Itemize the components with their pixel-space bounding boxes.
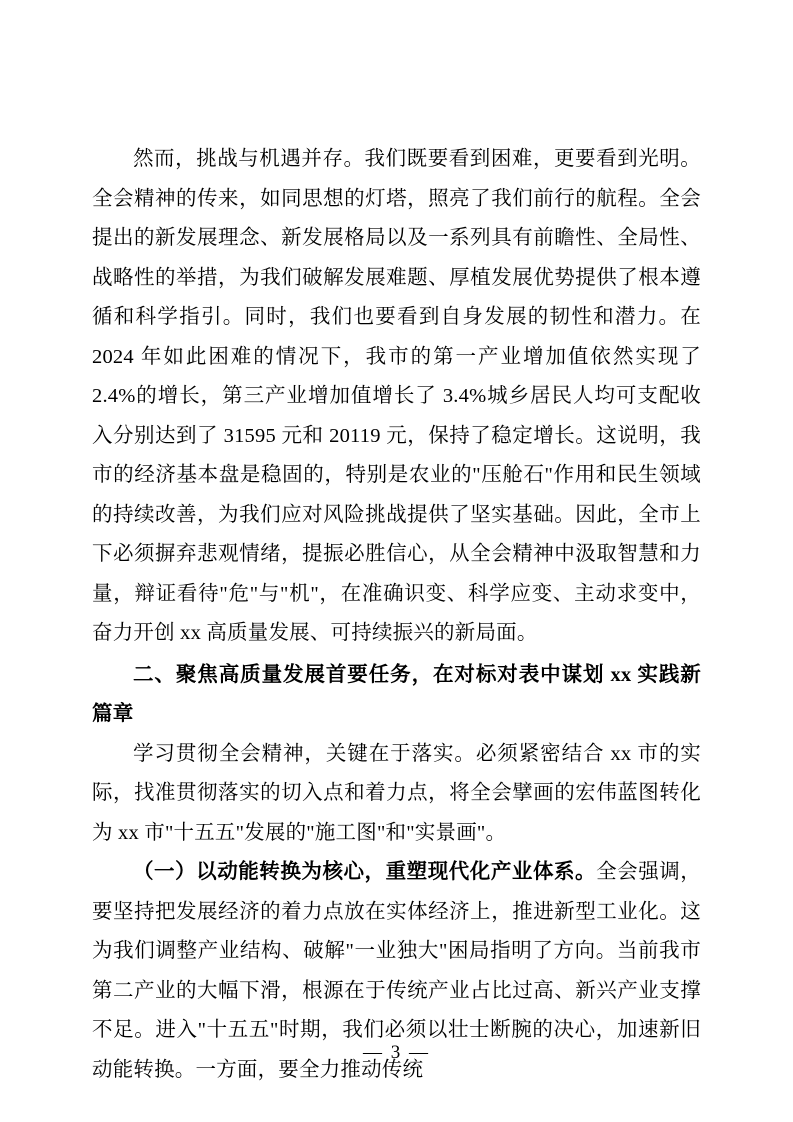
document-body bbox=[92, 140, 701, 1090]
subsection-one-body: 全会强调，要坚持把发展经济的着力点放在实体经济上，推进新型工业化。这为我们调整产业结构、破解"一业独大"困局指明了方向。当前我市第二产业的大幅下滑，根源在于传统产业占比过高、新兴产业支撑不足。进入"十五五"时期，我们必须以壮士断腕的决心，加速新旧动能转换。一方面，要全力推动传统 bbox=[92, 861, 701, 1081]
paragraph-implementation: 学习贯彻全会精神，关键在于落实。必须紧密结合 xx 市的实际，找准贯彻落实的切入点和着力点，将全会擘画的宏伟蓝图转化为 xx 市"十五五"发展的"施工图"和"实景画"。 bbox=[92, 742, 701, 844]
paragraph-intro: 然而，挑战与机遇并存。我们既要看到困难，更要看到光明。全会精神的传来，如同思想的灯塔，照亮了我们前行的航程。全会提出的新发展理念、新发展格局以及一系列具有前瞻性、全局性、战略性的举措，为我们破解发展难题、厚植发展优势提供了根本遵循和科学指引。同时，我们也要看到自身发展的韧性和潜力。在 2024 年如此困难的情况下，我市的第一产业增加值依然实现了 2.4%的增长，第三产业增加值增长了 3.4%城乡居民人均可支配收入分别达到了 31595 元和 20119 元，保持了稳定增长。这说明，我市的经济基本盘是稳固的，特别是农业的"压舱石"作用和民生领域的持续改善，为我们应对风险挑战提供了坚实基础。因此，全市上下必须摒弃悲观情绪，提振必胜信心，从全会精神中汲取智慧和力量，辩证看待"危"与"机"，在准确识变、科学应变、主动求变中，奋力开创 xx 高质量发展、可持续振兴的新局面。 bbox=[92, 148, 701, 644]
subsection-one-lead: （一）以动能转换为核心，重塑现代化产业体系。 bbox=[133, 861, 597, 883]
page-number: — 3 — bbox=[363, 1042, 430, 1063]
section-heading-two: 二、聚焦高质量发展首要任务，在对标对表中谋划 xx 实践新篇章 bbox=[92, 663, 701, 725]
